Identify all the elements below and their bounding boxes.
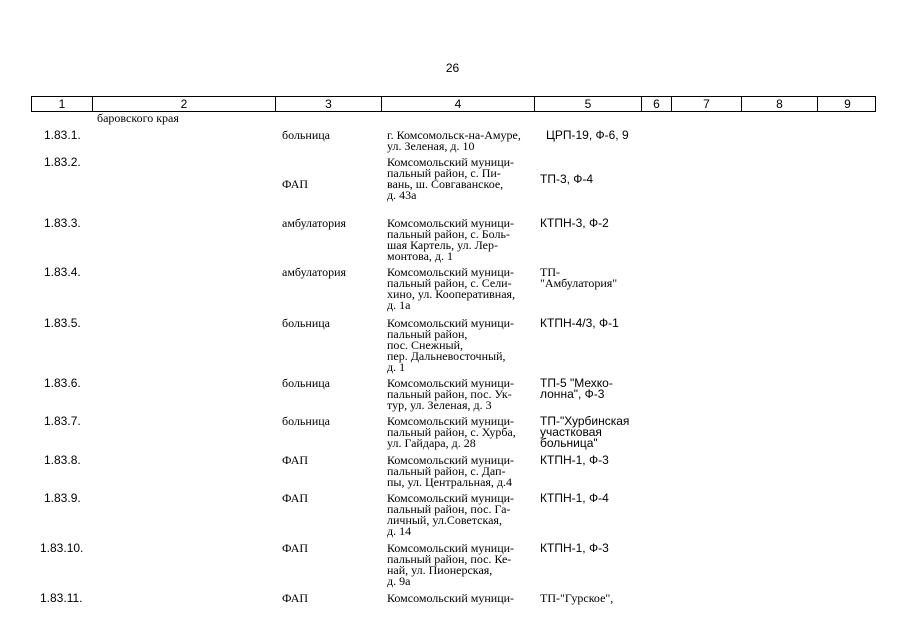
facility-address: Комсомольский муници- пальный район, с. Дап- пы, ул. Центральная, д.4 [387, 453, 515, 489]
header-col-1: 1 [58, 97, 66, 111]
facility-address: Комсомольский муници- пальный район, пос. Ке- най, ул. Пионерская, д. 9а [387, 541, 515, 588]
row-number: 1.83.8. [44, 453, 81, 467]
power-feeder: КТПН-1, Ф-4 [540, 491, 609, 505]
facility-address: Комсомольский муници- пальный район, с. Сели- хино, ул. Кооперативная, д. 1а [387, 265, 516, 312]
row-number: 1.83.11. [40, 591, 83, 605]
header-col-7: 7 [671, 97, 741, 111]
facility-type: ФАП [282, 453, 309, 467]
facility-address: Комсомольский муници- пальный район, с. Хурба, ул. Гайдара, д. 28 [387, 414, 516, 450]
power-feeder: ТП-"Гурское", [540, 591, 614, 605]
facility-type: амбулатория [282, 265, 347, 279]
facility-address: Комсомольский муници- пальный район, пос. Снежный, пер. Дальневосточный, д. 1 [387, 316, 515, 374]
power-feeder: КТПН-3, Ф-2 [540, 216, 609, 230]
power-feeder: ТП- "Амбулатория" [540, 265, 618, 290]
power-feeder: ЦРП-19, Ф-6, 9 [546, 128, 629, 142]
facility-type: больница [282, 376, 330, 390]
header-col-5: 5 [534, 97, 641, 111]
page-number: 26 [445, 61, 460, 75]
power-feeder: КТПН-1, Ф-3 [540, 453, 609, 467]
power-feeder: ТП-5 "Мехко- лонна", Ф-3 [540, 376, 613, 401]
power-feeder: ТП-"Хурбинская участковая больница" [540, 414, 630, 450]
row-number: 1.83.9. [44, 491, 81, 505]
facility-address: Комсомольский муници- пальный район, пос. Ук- тур, ул. Зеленая, д. 3 [387, 376, 515, 412]
row-number: 1.83.10. [40, 541, 84, 555]
header-col-8: 8 [741, 97, 817, 111]
table-header [31, 96, 876, 112]
facility-type: ФАП [282, 541, 309, 555]
row-number: 1.83.5. [44, 316, 81, 330]
facility-type: больница [282, 316, 330, 330]
facility-type: ФАП [282, 177, 309, 191]
facility-address: Комсомольский муници- [387, 591, 515, 605]
row-number: 1.83.7. [44, 414, 81, 428]
facility-type: больница [282, 128, 330, 142]
row-number: 1.83.2. [44, 155, 81, 169]
facility-type: ФАП [282, 591, 309, 605]
header-col-6: 6 [641, 97, 671, 111]
facility-address: Комсомольский муници- пальный район, с. Пи- вань, ш. Совгаванское, д. 43а [387, 155, 515, 202]
header-col-2: 2 [92, 97, 275, 111]
facility-address: г. Комсомольск-на-Амуре, ул. Зеленая, д. 10 [387, 128, 521, 153]
row-number: 1.83.6. [44, 376, 81, 390]
power-feeder: КТПН-4/3, Ф-1 [540, 316, 619, 330]
power-feeder: КТПН-1, Ф-3 [540, 541, 609, 555]
header-col-3: 3 [275, 97, 381, 111]
facility-address: Комсомольский муници- пальный район, с. Боль- шая Картель, ул. Лер- монтова, д. 1 [387, 216, 515, 263]
row-number: 1.83.3. [44, 216, 81, 230]
facility-type: ФАП [282, 491, 309, 505]
continued-text: баровского края [97, 111, 179, 125]
row-number: 1.83.4. [44, 265, 81, 279]
facility-address: Комсомольский муници- пальный район, пос. Га- личный, ул.Советская, д. 14 [387, 491, 515, 538]
power-feeder: ТП-3, Ф-4 [540, 172, 594, 186]
row-number: 1.83.1. [44, 128, 81, 142]
facility-type: больница [282, 414, 330, 428]
header-col-4: 4 [381, 97, 534, 111]
facility-type: амбулатория [282, 216, 347, 230]
header-col-9: 9 [817, 97, 877, 111]
